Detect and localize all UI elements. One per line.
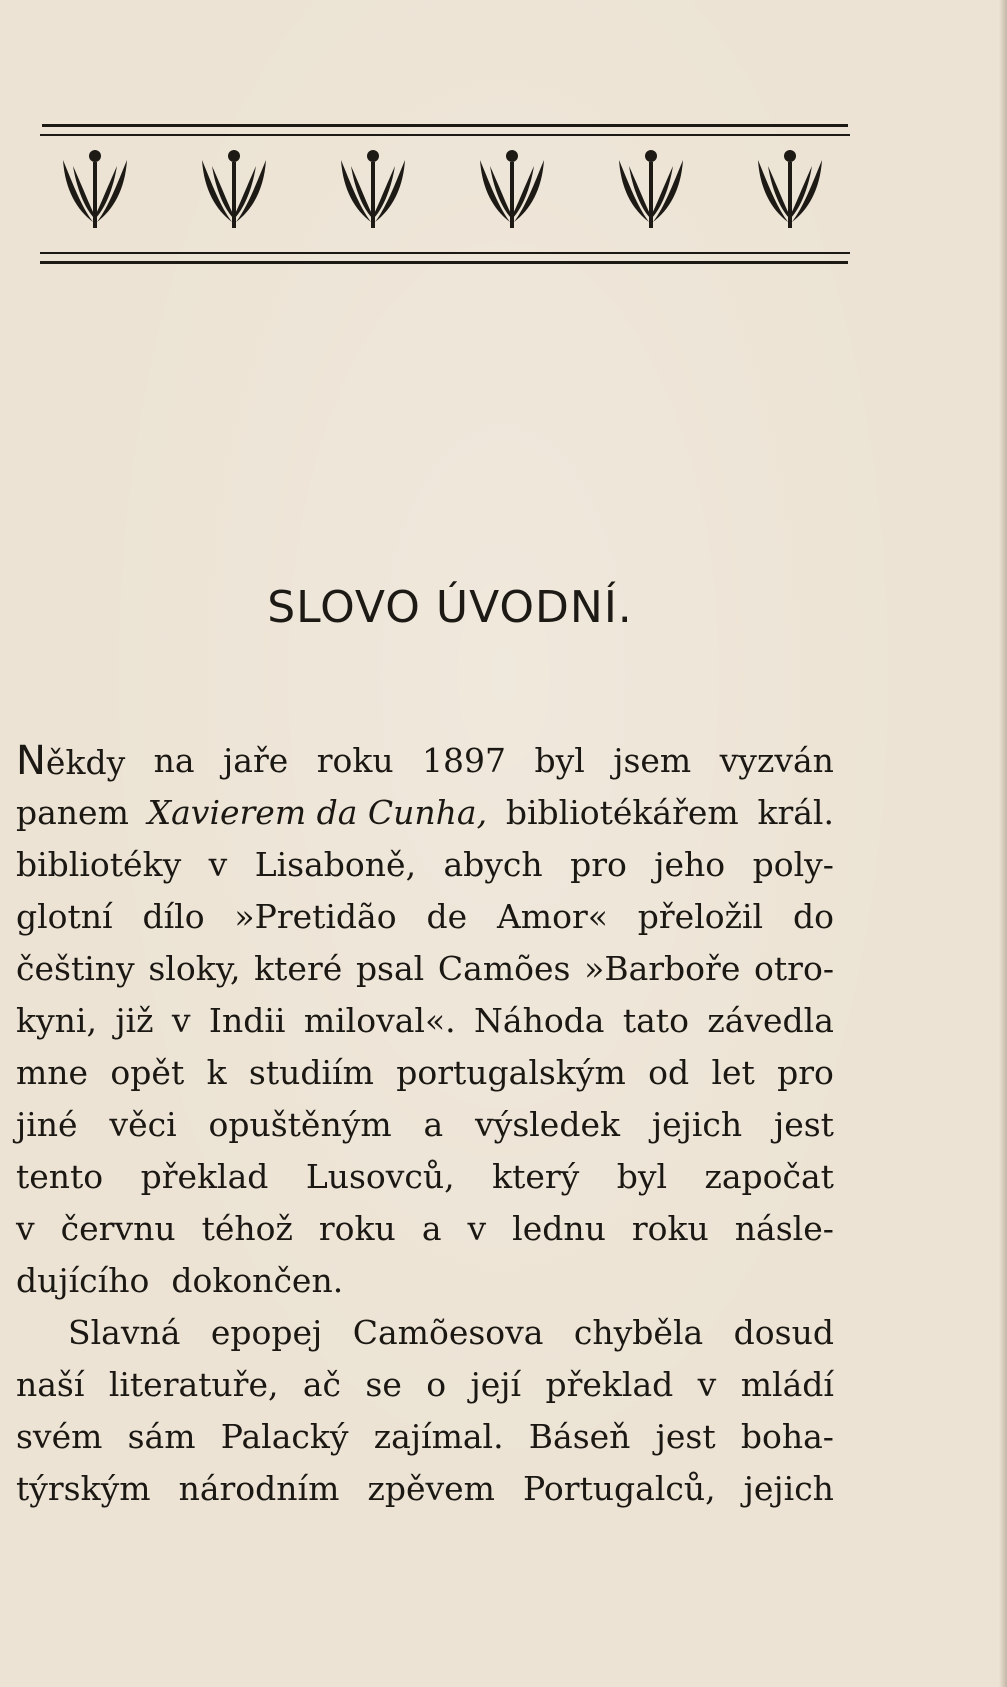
word: kyni,: [16, 1001, 97, 1040]
drop-initial: N: [16, 738, 46, 784]
text-line: [16, 839, 834, 891]
word: bibliotéky: [16, 845, 182, 884]
word: boha-: [740, 1417, 834, 1456]
word: násle-: [734, 1209, 834, 1248]
text-line: [16, 787, 834, 839]
word: pro: [777, 1053, 834, 1092]
word: zpěvem: [367, 1469, 495, 1508]
text-line: [16, 1099, 834, 1151]
word: chyběla: [573, 1313, 704, 1352]
word: překlad: [545, 1365, 674, 1404]
word: v: [467, 1209, 487, 1248]
word: mládí: [740, 1365, 834, 1404]
word: Camõesova: [352, 1313, 544, 1352]
word: »Barboře: [584, 949, 741, 988]
word: panem: [16, 793, 129, 832]
word: v: [171, 1001, 191, 1040]
word: a: [423, 1105, 444, 1144]
word: otro-: [754, 949, 834, 988]
word: opuštěným: [208, 1105, 392, 1144]
word: glotní: [16, 897, 113, 936]
word: jiné: [16, 1105, 78, 1144]
tulip-icon: [758, 150, 822, 228]
word: Amor«: [496, 897, 608, 936]
word: o: [426, 1365, 447, 1404]
text-line: [16, 735, 834, 787]
word: bibliotékářem: [505, 793, 739, 832]
word: Camões: [437, 949, 571, 988]
body-text: [16, 735, 834, 1515]
word: národním: [178, 1469, 340, 1508]
word: v: [697, 1365, 717, 1404]
tulip-icon: [63, 150, 127, 228]
tulip-row: [63, 150, 822, 228]
text-line: [16, 1203, 834, 1255]
word: výsledek: [475, 1105, 620, 1144]
word: epopej: [210, 1313, 323, 1352]
word: závedla: [707, 1001, 834, 1040]
tulip-icon: [619, 150, 683, 228]
first-word: [16, 735, 125, 787]
word: na: [153, 741, 195, 780]
word: roku: [631, 1209, 709, 1248]
page-title: SLOVO ÚVODNÍ.: [267, 582, 633, 633]
text-line: [16, 1307, 834, 1359]
word: Slavná: [68, 1313, 181, 1352]
word: roku: [318, 1209, 396, 1248]
word: již: [115, 1001, 154, 1040]
word: lednu: [512, 1209, 606, 1248]
word: zajímal.: [373, 1417, 504, 1456]
word: přeložil: [637, 897, 764, 936]
word: dokončen.: [171, 1261, 344, 1300]
text-line: [16, 943, 834, 995]
text-line: [16, 891, 834, 943]
word: v: [16, 1209, 35, 1248]
tulip-frieze-ornament: [40, 118, 850, 288]
italic-name: Xavierem da Cunha,: [147, 793, 488, 832]
word: jejich: [651, 1105, 743, 1144]
word: Lisaboně,: [254, 845, 417, 884]
word: literatuře,: [108, 1365, 279, 1404]
word: abych: [443, 845, 543, 884]
text-line: [16, 1047, 834, 1099]
word: které: [254, 949, 343, 988]
word: miloval«.: [303, 1001, 456, 1040]
text-line: [16, 1151, 834, 1203]
word: jsem: [613, 741, 692, 780]
word: let: [711, 1053, 755, 1092]
tulip-icon: [341, 150, 405, 228]
text-line: [16, 1463, 834, 1515]
word: Náhoda: [474, 1001, 605, 1040]
word: psal: [355, 949, 425, 988]
word: roku: [316, 741, 394, 780]
tulip-icon: [202, 150, 266, 228]
word: dílo: [142, 897, 205, 936]
word: byl: [534, 741, 585, 780]
word: byl: [616, 1157, 668, 1196]
word: studiím: [248, 1053, 374, 1092]
word: její: [470, 1365, 522, 1404]
word: jeho: [654, 845, 726, 884]
word: sám: [127, 1417, 196, 1456]
word: naší: [16, 1365, 85, 1404]
word: který: [492, 1157, 580, 1196]
word: započat: [704, 1157, 834, 1196]
word: překlad: [140, 1157, 269, 1196]
word: do: [792, 897, 834, 936]
word: ěkdy: [45, 743, 126, 782]
word: týrským: [16, 1469, 151, 1508]
word: věci: [109, 1105, 177, 1144]
word: v: [208, 845, 228, 884]
text-line: [16, 1359, 834, 1411]
ornament-bottom-rules: [40, 252, 850, 264]
word: a: [421, 1209, 442, 1248]
word: jest: [773, 1105, 834, 1144]
word: vyzván: [719, 741, 834, 780]
text-line: [16, 995, 834, 1047]
page-edge-shadow: [999, 0, 1007, 1687]
word: téhož: [201, 1209, 293, 1248]
word: tato: [622, 1001, 689, 1040]
word: se: [365, 1365, 402, 1404]
word: portugalským: [396, 1053, 626, 1092]
word: jest: [655, 1417, 716, 1456]
word: ač: [302, 1365, 342, 1404]
word: k: [206, 1053, 227, 1092]
word: dujícího: [16, 1261, 150, 1300]
text-line: [16, 1411, 834, 1463]
word: Palacký: [220, 1417, 349, 1456]
text-line: [16, 1255, 834, 1307]
word: červnu: [60, 1209, 176, 1248]
word: »Pretidão: [234, 897, 397, 936]
word: od: [648, 1053, 690, 1092]
word: mne: [16, 1053, 89, 1092]
word: sloky,: [148, 949, 241, 988]
word: tento: [16, 1157, 104, 1196]
word: jejich: [743, 1469, 834, 1508]
word: král.: [757, 793, 834, 832]
word: Báseň: [528, 1417, 631, 1456]
word: svém: [16, 1417, 103, 1456]
word: opět: [110, 1053, 185, 1092]
word: češtiny: [16, 949, 135, 988]
word: jaře: [223, 741, 289, 780]
word: pro: [570, 845, 627, 884]
word: dosud: [733, 1313, 834, 1352]
word: de: [426, 897, 468, 936]
word: Lusovců,: [305, 1157, 455, 1196]
word: Indii: [208, 1001, 286, 1040]
word: Portugalců,: [523, 1469, 716, 1508]
word: 1897: [422, 741, 507, 780]
tulip-icon: [480, 150, 544, 228]
ornament-top-rules: [40, 124, 850, 136]
word: poly-: [752, 845, 834, 884]
